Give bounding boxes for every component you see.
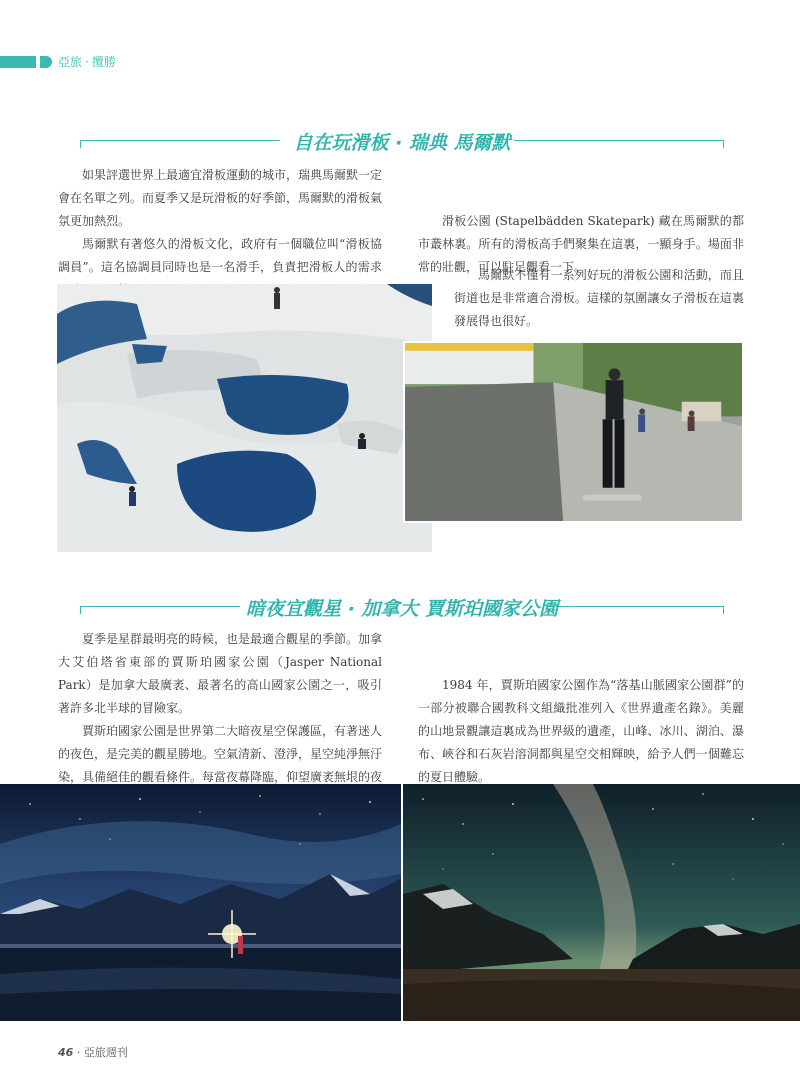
page-number: 46 [58, 1046, 74, 1059]
section1-column-right-bottom [454, 264, 744, 333]
section1-title: 自在玩滑板 · 瑞典 馬爾默 [293, 132, 511, 154]
woman-skateboarder-photo [403, 341, 744, 523]
footer-separator: · [76, 1046, 81, 1059]
section2-column-left [58, 628, 382, 789]
header-accent-tab [40, 56, 52, 68]
footer-publication: 亞旅週刊 [83, 1046, 128, 1059]
section2-heading [80, 594, 724, 618]
section1-paragraph-2: 馬爾默有著悠久的滑板文化，政府有一個職位叫“滑板協調員”。這名協調員同時也是一名滑手，負責把滑板人的需求 [58, 237, 382, 274]
page-footer [58, 1044, 128, 1060]
lake-night-sky-photo [0, 784, 401, 1021]
section2-paragraph-1: 夏季是星群最明亮的時候，也是最適合觀星的季節。加拿大艾伯塔省東部的賈斯珀國家公園（Jasper National Park）是加拿大最廣袤、最著名的高山國家公園之一，吸引著許多北半球的冒險家。 [58, 632, 383, 715]
milky-way-valley-photo [403, 784, 800, 1021]
section1-column-right [418, 164, 744, 279]
skatepark-photo [57, 284, 432, 552]
section2-column-right [418, 628, 744, 789]
section1-heading [80, 128, 724, 152]
header-publication: 亞旅 [58, 55, 83, 69]
section2-paragraph-2: 賈斯珀國家公園是世界第二大暗夜星空保護區，有著迷人的夜色，是完美的觀星勝地。空氣清新、澄淨，星空純淨無汙染，具備絕佳的觀看條件。每當夜幕降臨，仰望廣袤無垠的夜 [58, 724, 383, 784]
header-accent-bar [0, 56, 36, 68]
header-separator: · [85, 55, 89, 69]
section2-title: 暗夜宜觀星 · 加拿大 賈斯珀國家公園 [245, 598, 559, 620]
running-header [58, 53, 116, 70]
section2-paragraph-3: 1984 年，賈斯珀國家公園作為“落基山脈國家公園群”的一部分被聯合國教科文組織批准列入《世界遺產名錄》。美麗的山地景觀讓這裏成為世界級的遺產，山峰、冰川、湖泊、瀑布、峽谷和石灰岩溶洞都與星空交相輝映，給予人們一個難忘的夏日體驗。 [418, 678, 744, 784]
header-section: 攬勝 [91, 55, 116, 69]
section1-paragraph-3: 滑板公園 (Stapelbädden Skatepark) 藏在馬爾默的都市叢林裏。所有的滑板高手們聚集在這裏，一顯身手。場面非常的壯觀，可以駐足觀看一下。 [418, 214, 744, 274]
section1-paragraph-1: 如果評選世界上最適宜滑板運動的城市，瑞典馬爾默一定會在名單之列。而夏季又是玩滑板的好季節，馬爾默的滑板氣氛更加熱烈。 [58, 168, 383, 228]
section1-paragraph-4: 馬爾默不僅有一系列好玩的滑板公園和活動，而且街道也是非常適合滑板。這樣的氛圍讓女子滑板在這裏發展得也很好。 [454, 268, 744, 328]
section1-column-left [58, 164, 382, 279]
